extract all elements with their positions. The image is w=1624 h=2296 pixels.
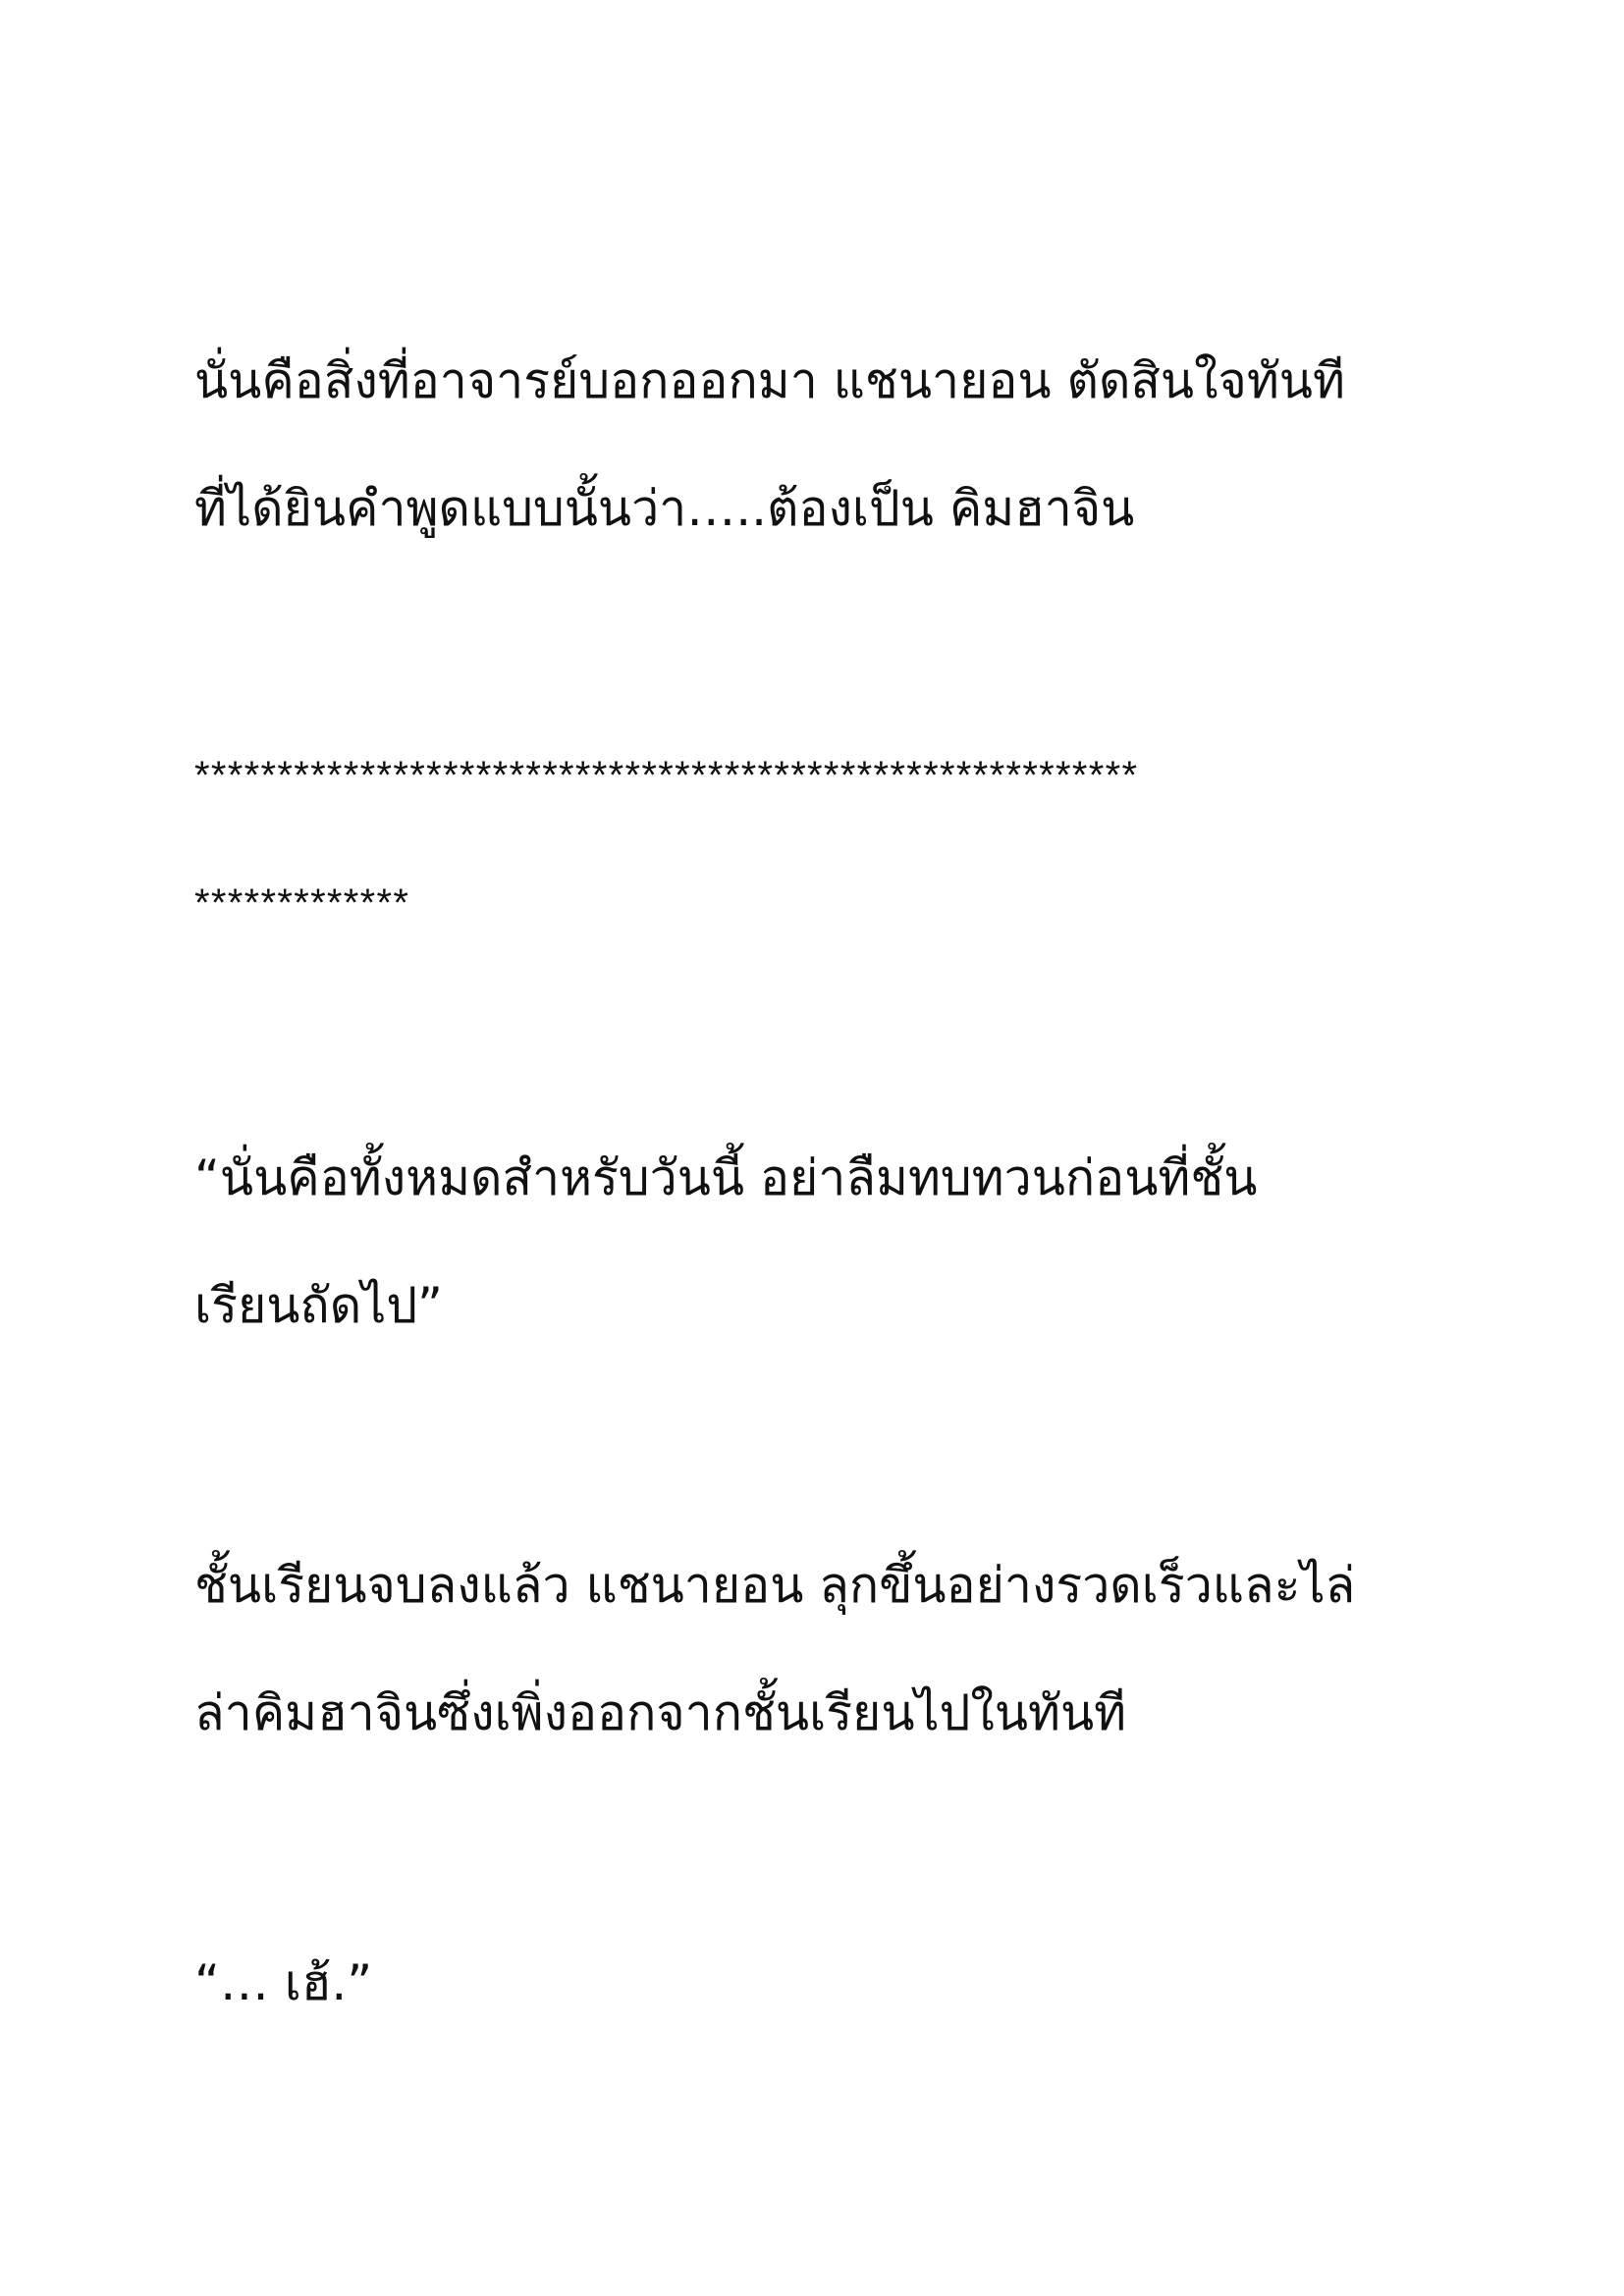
dialogue-line: “… เฮ้.” [194,1954,373,2011]
dialogue-line: เรียนถัดไป” [194,1277,443,1334]
dialogue-line: “นั่นคือทั้งหมดสำหรับวันนี้ อย่าลืมทบทวนก่อนที่ชั้น [194,1149,1258,1206]
paragraph-line: ชั้นเรียนจบลงแล้ว แชนายอน ลุกขึ้นอย่างรวดเร็วและไล่ [194,1557,1356,1614]
paragraph-line: นั่นคือสิ่งที่อาจารย์บอกออกมา แชนายอน ตัดสินใจทันที [194,352,1345,409]
scene-separator: ********************************************************* [194,754,1139,797]
scene-separator: ************* [194,881,410,925]
paragraph-line: ล่าคิมฮาจินซึ่งเพิ่งออกจากชั้นเรียนไปในทันที [194,1684,1127,1741]
paragraph-line: ที่ได้ยินคำพูดแบบนั้นว่า…..ต้องเป็น คิมฮาจิน [194,480,1135,537]
